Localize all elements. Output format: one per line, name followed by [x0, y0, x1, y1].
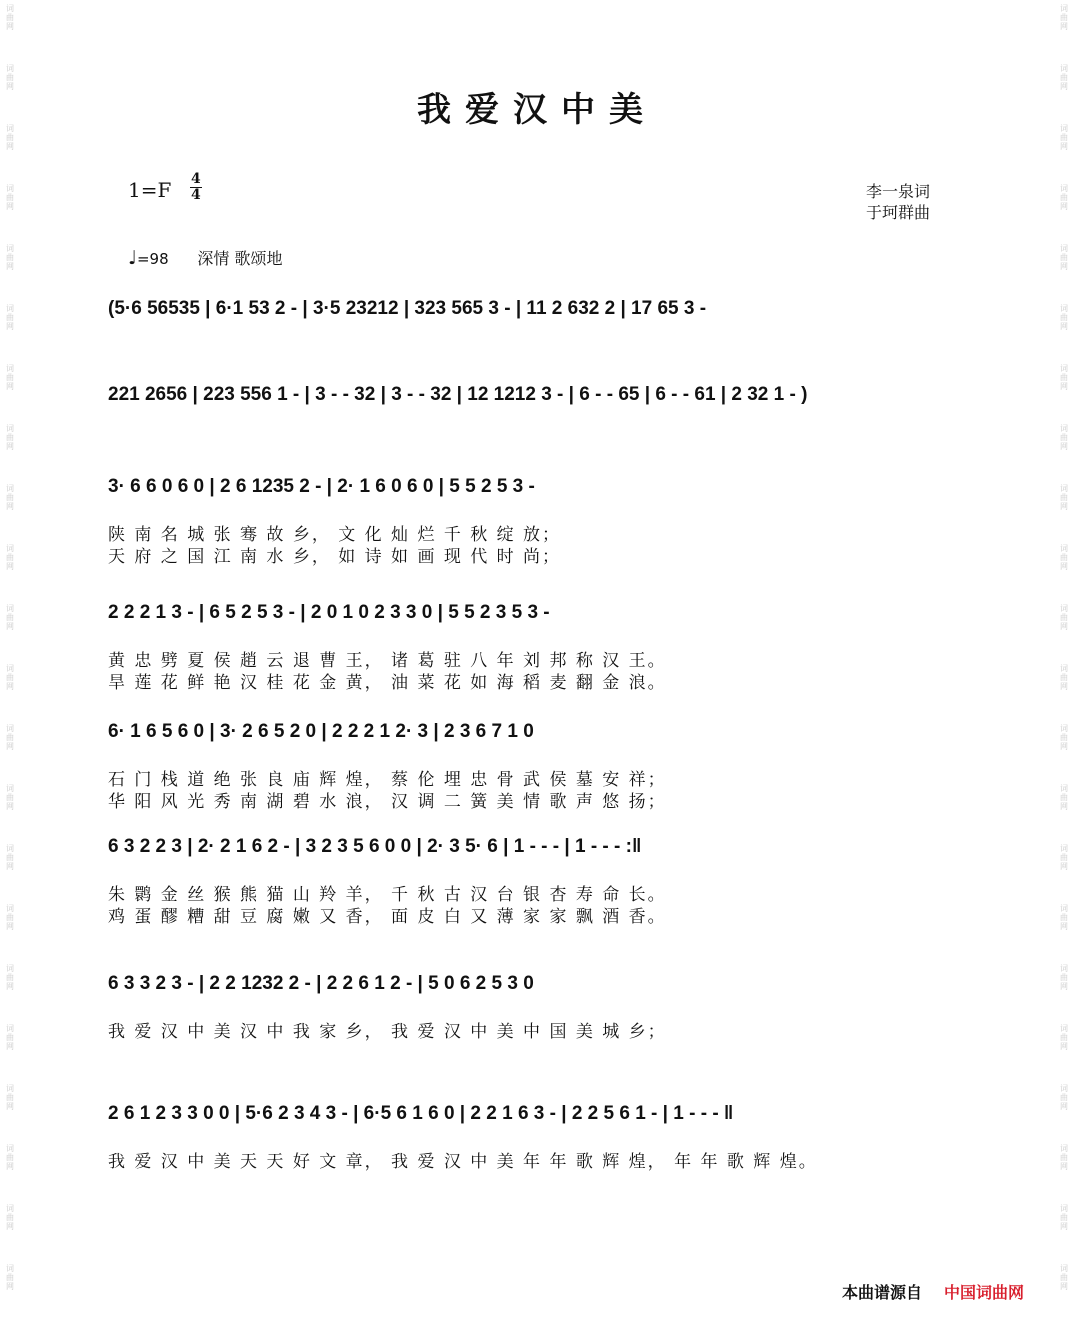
- notation-text: 6· 1 6 5 6 0 | 3· 2 6 5 2 0 | 2 2 2 1 2· 3 | 2 3 6 7 1 0: [108, 721, 534, 742]
- lyric-line: 黄 忠 劈 夏 侯 趙 云 退 曹 王， 诸 葛 驻 八 年 刘 邦 称 汉 王。: [108, 651, 667, 671]
- key-signature: 1=F: [128, 178, 172, 202]
- watermark-text: 词曲网: [6, 844, 14, 871]
- watermark-text: 词曲网: [1060, 1144, 1068, 1171]
- watermark-text: 词曲网: [1060, 544, 1068, 571]
- lyric-line: 华 阳 风 光 秀 南 湖 碧 水 浪， 汉 调 二 簧 美 情 歌 声 悠 扬；: [108, 792, 667, 812]
- watermark-text: 词曲网: [6, 64, 14, 91]
- watermark-text: 词曲网: [6, 304, 14, 331]
- right-watermark-strip: [1058, 0, 1070, 1328]
- lyric-line: 我 爱 汉 中 美 天 天 好 文 章， 我 爱 汉 中 美 年 年 歌 辉 煌， 年 年 歌 辉 煌。: [108, 1152, 818, 1172]
- watermark-text: 词曲网: [1060, 1264, 1068, 1291]
- notation-line: [108, 1103, 978, 1125]
- watermark-text: 词曲网: [6, 964, 14, 991]
- watermark-text: 词曲网: [1060, 904, 1068, 931]
- notation-line: [108, 384, 978, 406]
- song-title: 我爱汉中美: [417, 90, 657, 130]
- watermark-text: 词曲网: [6, 604, 14, 631]
- composer: 于珂群曲: [866, 203, 931, 222]
- watermark-text: 词曲网: [1060, 364, 1068, 391]
- watermark-text: 词曲网: [6, 724, 14, 751]
- watermark-text: 词曲网: [1060, 184, 1068, 211]
- lyric-line: 我 爱 汉 中 美 汉 中 我 家 乡， 我 爱 汉 中 美 中 国 美 城 乡；: [108, 1022, 667, 1042]
- time-signature-top: 4: [191, 171, 201, 187]
- watermark-text: 词曲网: [1060, 724, 1068, 751]
- watermark-text: 词曲网: [6, 1024, 14, 1051]
- watermark-text: 词曲网: [1060, 244, 1068, 271]
- time-signature: [190, 172, 202, 203]
- watermark-text: 词曲网: [6, 124, 14, 151]
- lyricist: 李一泉词: [866, 182, 931, 201]
- watermark-text: 词曲网: [6, 1084, 14, 1111]
- notation-text: 2 6 1 2 3 3 0 0 | 5·6 2 3 4 3 - | 6·5 6 1 6 0 | 2 2 1 6 3 - | 2 2 5 6 1 - | 1 - - - ‖: [108, 1103, 734, 1124]
- notation-line: [108, 602, 978, 624]
- lyric-line: 鸡 蛋 醪 糟 甜 豆 腐 嫩 又 香， 面 皮 白 又 薄 家 家 飘 酒 香。: [108, 907, 667, 927]
- watermark-text: 词曲网: [6, 1264, 14, 1291]
- tempo-value: =98: [136, 250, 169, 268]
- watermark-text: 词曲网: [1060, 1084, 1068, 1111]
- source-footer: [842, 1280, 1024, 1303]
- watermark-text: 词曲网: [6, 544, 14, 571]
- watermark-text: 词曲网: [6, 244, 14, 271]
- lyric-line: 石 门 栈 道 绝 张 良 庙 辉 煌， 蔡 伦 埋 忠 骨 武 侯 墓 安 祥；: [108, 770, 667, 790]
- watermark-text: 词曲网: [6, 424, 14, 451]
- watermark-text: 词曲网: [1060, 964, 1068, 991]
- notation-text: 6 3 3 2 3 - | 2 2 1232 2 - | 2 2 6 1 2 - | 5 0 6 2 5 3 0: [108, 973, 534, 994]
- notation-line: [108, 973, 978, 995]
- footer-source-label: 本曲谱源自: [842, 1283, 923, 1302]
- watermark-text: 词曲网: [6, 184, 14, 211]
- watermark-text: 词曲网: [6, 364, 14, 391]
- watermark-text: 词曲网: [6, 904, 14, 931]
- watermark-text: 词曲网: [1060, 1024, 1068, 1051]
- notation-line: [108, 476, 978, 498]
- watermark-text: 词曲网: [6, 1204, 14, 1231]
- lyric-line: 旱 莲 花 鲜 艳 汉 桂 花 金 黄， 油 菜 花 如 海 稻 麦 翻 金 浪。: [108, 673, 667, 693]
- watermark-text: 词曲网: [1060, 64, 1068, 91]
- left-watermark-strip: [4, 0, 16, 1328]
- quarter-note-icon: ♩: [128, 247, 137, 269]
- tempo-marking: [128, 246, 283, 269]
- watermark-text: 词曲网: [1060, 304, 1068, 331]
- notation-line: [108, 721, 978, 743]
- watermark-text: 词曲网: [1060, 844, 1068, 871]
- footer-site-name: 中国词曲网: [944, 1283, 1025, 1302]
- watermark-text: 词曲网: [1060, 664, 1068, 691]
- watermark-text: 词曲网: [6, 4, 14, 31]
- watermark-text: 词曲网: [6, 664, 14, 691]
- watermark-text: 词曲网: [1060, 124, 1068, 151]
- watermark-text: 词曲网: [1060, 424, 1068, 451]
- notation-line: [108, 836, 978, 858]
- watermark-text: 词曲网: [6, 484, 14, 511]
- watermark-text: 词曲网: [1060, 784, 1068, 811]
- time-signature-bottom: 4: [191, 187, 201, 203]
- watermark-text: 词曲网: [1060, 1204, 1068, 1231]
- notation-text: 6 3 2 2 3 | 2· 2 1 6 2 - | 3 2 3 5 6 0 0 | 2· 3 5· 6 | 1 - - - | 1 - - - :‖: [108, 836, 642, 857]
- watermark-text: 词曲网: [6, 784, 14, 811]
- watermark-text: 词曲网: [1060, 604, 1068, 631]
- lyric-line: 朱 鹮 金 丝 猴 熊 猫 山 羚 羊， 千 秋 古 汉 台 银 杏 寿 命 长。: [108, 885, 667, 905]
- watermark-text: 词曲网: [1060, 484, 1068, 511]
- notation-text: 3· 6 6 0 6 0 | 2 6 1235 2 - | 2· 1 6 0 6 0 | 5 5 2 5 3 -: [108, 476, 535, 497]
- notation-text: (5·6 56535 | 6·1 53 2 - | 3·5 23212 | 323 565 3 - | 11 2 632 2 | 17 65 3 -: [108, 298, 707, 319]
- watermark-text: 词曲网: [1060, 4, 1068, 31]
- notation-line: [108, 298, 978, 320]
- watermark-text: 词曲网: [6, 1144, 14, 1171]
- lyric-line: 天 府 之 国 江 南 水 乡， 如 诗 如 画 现 代 时 尚；: [108, 547, 562, 567]
- expression-text: 深情 歌颂地: [197, 249, 283, 268]
- lyric-line: 陕 南 名 城 张 骞 故 乡， 文 化 灿 烂 千 秋 绽 放；: [108, 525, 562, 545]
- notation-text: 2 2 2 1 3 - | 6 5 2 5 3 - | 2 0 1 0 2 3 3 0 | 5 5 2 3 5 3 -: [108, 602, 550, 623]
- credits: [866, 181, 930, 223]
- notation-text: 221 2656 | 223 556 1 - | 3 - - 32 | 3 - - 32 | 12 1212 3 - | 6 - - 65 | 6 - - 61 | 2 32 1 - ): [108, 384, 808, 405]
